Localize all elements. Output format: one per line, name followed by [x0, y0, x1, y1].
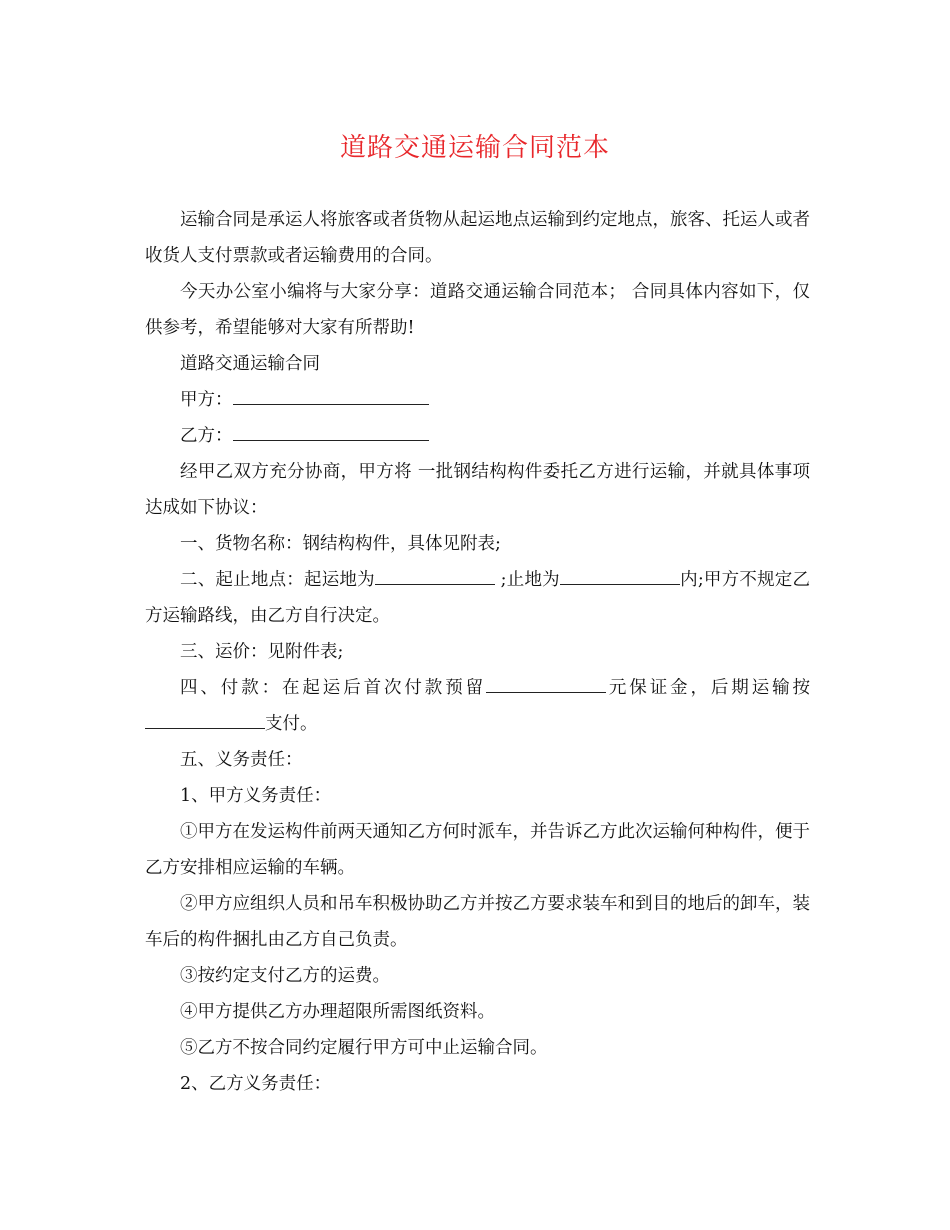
- party-a-blank: [233, 386, 429, 405]
- party-b-blank: [233, 422, 429, 441]
- clause-2: [145, 562, 810, 634]
- party-a-line: [145, 382, 810, 418]
- duty-a1: ①甲方在发运构件前两天通知乙方何时派车，并告诉乙方此次运输何种构件，便于乙方安排相应运输的车辆。: [145, 822, 810, 878]
- party-b-label: 乙方：: [180, 426, 233, 446]
- duty-a5: ⑤乙方不按合同约定履行甲方可中止运输合同。: [180, 1038, 548, 1058]
- agreement-paragraph: 经甲乙双方充分协商，甲方将 一批钢结构构件委托乙方进行运输，并就具体事项达成如下协议：: [145, 462, 810, 518]
- deposit-blank: [486, 674, 606, 693]
- destination-blank: [560, 566, 680, 585]
- clause-1: 一、货物名称：钢结构构件，具体见附表;: [180, 534, 501, 554]
- intro-paragraph-1: 运输合同是承运人将旅客或者货物从起运地点运输到约定地点，旅客、托运人或者收货人支付票款或者运输费用的合同。: [145, 210, 810, 266]
- payment-method-blank: [145, 710, 265, 729]
- clause-4: [145, 670, 810, 742]
- contract-heading: 道路交通运输合同: [180, 354, 320, 374]
- intro-paragraph-2: 今天办公室小编将与大家分享：道路交通运输合同范本； 合同具体内容如下，仅供参考，希望能够对大家有所帮助!: [145, 282, 810, 338]
- party-a-label: 甲方：: [180, 390, 233, 410]
- clause-2-part-a: 二、起止地点：起运地为: [180, 570, 375, 590]
- party-b-line: [145, 418, 810, 454]
- duty-a4: ④甲方提供乙方办理超限所需图纸资料。: [180, 1002, 495, 1022]
- clause-2-part-c: 内;甲方不规定乙方运输路线，由乙方自行决定。: [145, 570, 810, 626]
- duty-a2: ②甲方应组织人员和吊车积极协助乙方并按乙方要求装车和到目的地后的卸车，装车后的构件捆扎由乙方自己负责。: [145, 894, 810, 950]
- clause-2-part-b: ;止地为: [494, 570, 560, 590]
- duty-a3: ③按约定支付乙方的运费。: [180, 966, 390, 986]
- clause-4-part-b: 元保证金，后期运输按: [606, 678, 810, 698]
- clause-4-part-c: 支付。: [265, 714, 318, 734]
- clause-3: 三、运价：见附件表;: [180, 642, 344, 662]
- origin-blank: [375, 566, 495, 585]
- clause-5: 五、义务责任：: [180, 750, 303, 770]
- clause-4-part-a: 四、付款：在起运后首次付款预留: [180, 678, 486, 698]
- sub-clause-1: 1、甲方义务责任：: [180, 786, 332, 806]
- document-title: 道路交通运输合同范本: [339, 133, 610, 163]
- document-body: [145, 202, 810, 1102]
- sub-clause-2: 2、乙方义务责任：: [180, 1074, 332, 1094]
